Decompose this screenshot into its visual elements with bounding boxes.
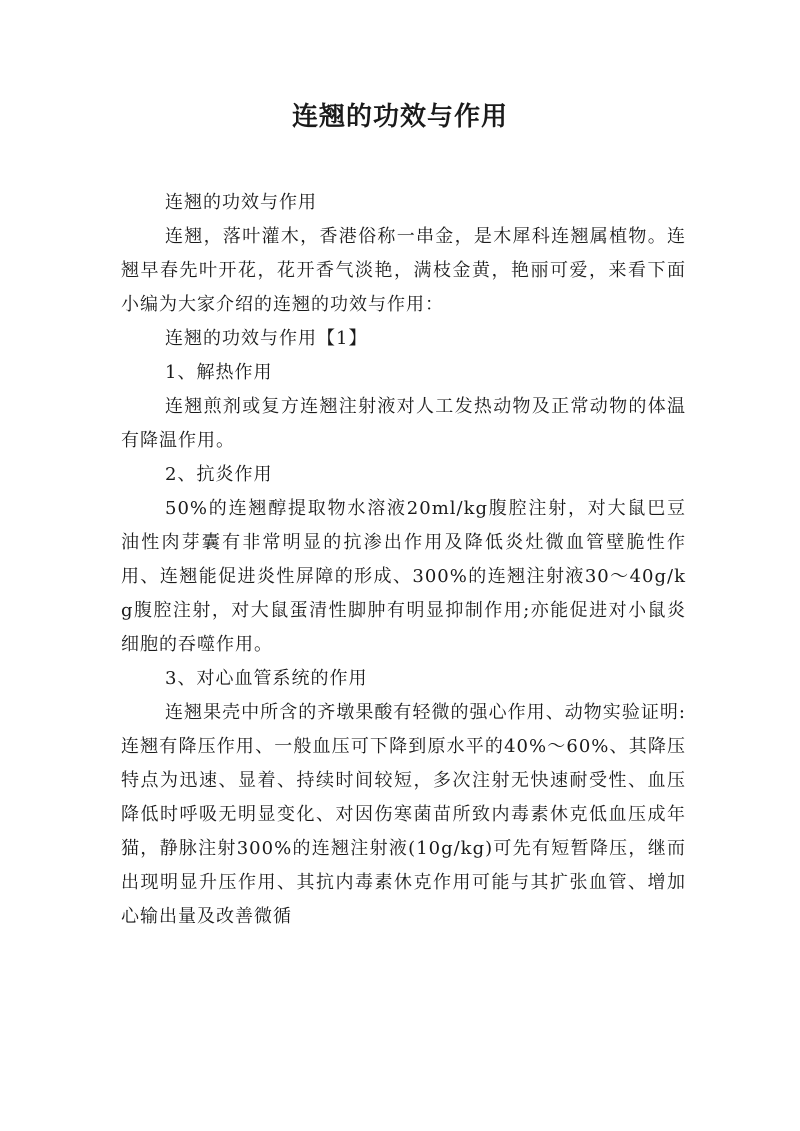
page-title: 连翘的功效与作用 xyxy=(291,102,508,132)
subheading-antipyretic: 1、解热作用 xyxy=(165,362,273,383)
subheading-anti-inflammatory: 2、抗炎作用 xyxy=(165,464,273,485)
paragraph-section-heading: 连翘的功效与作用【1】 xyxy=(165,328,368,349)
document-body xyxy=(121,186,686,934)
paragraph-cardiovascular: 连翘果壳中所含的齐墩果酸有轻微的强心作用、动物实验证明:连翘有降压作用、一般血压可下降到原水平的40%～60%、其降压特点为迅速、显着、持续时间较短，多次注射无快速耐受性、血压降低时呼吸无明显变化、对因伤寒菌苗所致内毒素休克低血压成年猫，静脉注射300%的连翘注射液(10g/kg)可先有短暂降压，继而出现明显升压作用、其抗内毒素休克作用可能与其扩张血管、增加心输出量及改善微循 xyxy=(121,702,686,927)
paragraph-heading: 连翘的功效与作用 xyxy=(165,192,317,213)
subheading-cardiovascular: 3、对心血管系统的作用 xyxy=(165,668,368,689)
paragraph-anti-inflammatory: 50%的连翘醇提取物水溶液20ml/kg腹腔注射，对大鼠巴豆油性肉芽囊有非常明显的抗渗出作用及降低炎灶微血管壁脆性作用、连翘能促进炎性屏障的形成、300%的连翘注射液30～40g/kg腹腔注射，对大鼠蛋清性脚肿有明显抑制作用;亦能促进对小鼠炎细胞的吞噬作用。 xyxy=(121,498,686,655)
paragraph-intro: 连翘，落叶灌木，香港俗称一串金，是木犀科连翘属植物。连翘早春先叶开花，花开香气淡艳，满枝金黄，艳丽可爱，来看下面小编为大家介绍的连翘的功效与作用： xyxy=(121,226,686,315)
paragraph-antipyretic: 连翘煎剂或复方连翘注射液对人工发热动物及正常动物的体温有降温作用。 xyxy=(121,396,686,451)
